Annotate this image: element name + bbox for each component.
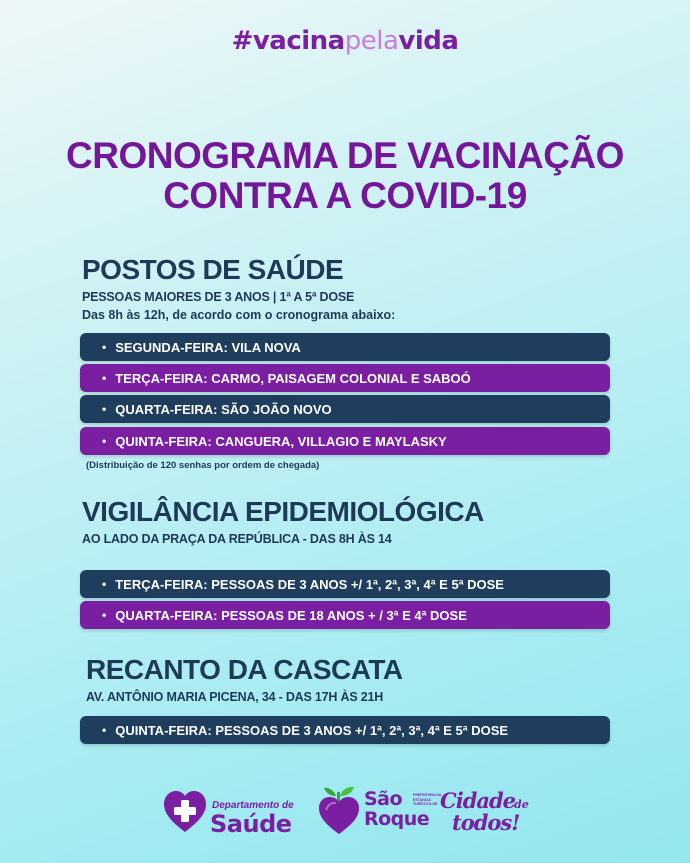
- bullet-icon: •: [102, 577, 107, 591]
- page-title: [0, 136, 690, 216]
- bullet-icon: •: [102, 371, 107, 385]
- page-title-line-2: CONTRA A COVID-19: [163, 175, 527, 216]
- city-name-line-2: Roque: [364, 808, 430, 830]
- bullet-icon: •: [102, 402, 107, 416]
- saude-logo: [162, 790, 307, 838]
- bullet-icon: •: [102, 434, 107, 448]
- slogan-de: de: [514, 798, 529, 811]
- vigilancia-item-label: TERÇA-FEIRA: PESSOAS DE 3 ANOS +/ 1ª, 2ª, 3ª, 4ª E 5ª DOSE: [115, 576, 504, 592]
- postos-item: [80, 395, 610, 423]
- postos-heading: POSTOS DE SAÚDE: [82, 254, 344, 285]
- hashtag-part-pela: pela: [344, 26, 399, 56]
- hashtag-part-vacina: #vacina: [231, 26, 345, 56]
- recanto-heading: RECANTO DA CASCATA: [86, 654, 403, 685]
- vigilancia-subtitle: AO LADO DA PRAÇA DA REPÚBLICA - DAS 8H ÀS 14: [82, 532, 392, 546]
- prefeitura-label: PREFEITURA DA ESTÂNCIA TURÍSTICA DE: [413, 793, 442, 806]
- dept-name: Saúde: [210, 810, 292, 838]
- postos-item: [80, 364, 610, 392]
- footer-logos: [0, 780, 690, 840]
- bullet-icon: •: [102, 340, 107, 354]
- recanto-item: [80, 716, 610, 744]
- recanto-item-label: QUINTA-FEIRA: PESSOAS DE 3 ANOS +/ 1ª, 2ª, 3ª, 4ª E 5ª DOSE: [115, 722, 509, 738]
- slogan-line-1: Cidade: [440, 788, 516, 813]
- page-title-line-1: CRONOGRAMA DE VACINAÇÃO: [66, 135, 624, 176]
- postos-item-label: TERÇA-FEIRA: CARMO, PAISAGEM COLONIAL E SABOÓ: [115, 370, 471, 386]
- bullet-icon: •: [102, 723, 107, 737]
- slogan-line-2: todos!: [452, 810, 520, 835]
- vigilancia-item: [80, 601, 610, 629]
- postos-subtitle: PESSOAS MAIORES DE 3 ANOS | 1ª A 5ª DOSE: [82, 290, 355, 304]
- postos-note: (Distribuição de 120 senhas por ordem de chegada): [86, 460, 320, 471]
- bullet-icon: •: [102, 608, 107, 622]
- heart-sprout-icon: [316, 782, 362, 836]
- postos-item: [80, 333, 610, 361]
- postos-schedule: Das 8h às 12h, de acordo com o cronograma abaixo:: [82, 308, 396, 322]
- postos-item: [80, 427, 610, 455]
- postos-item-label: SEGUNDA-FEIRA: VILA NOVA: [115, 339, 301, 355]
- sao-roque-logo: [316, 782, 442, 838]
- postos-item-label: QUARTA-FEIRA: SÃO JOÃO NOVO: [115, 401, 332, 417]
- hashtag: [0, 26, 690, 56]
- postos-item-label: QUINTA-FEIRA: CANGUERA, VILLAGIO E MAYLASKY: [115, 433, 447, 449]
- cidade-de-todos-logo: [440, 784, 540, 836]
- vigilancia-item-label: QUARTA-FEIRA: PESSOAS DE 18 ANOS + / 3ª E 4ª DOSE: [115, 607, 467, 623]
- dept-label: Departamento de: [212, 800, 294, 811]
- heart-cross-icon: [162, 790, 208, 834]
- vigilancia-item: [80, 570, 610, 598]
- hashtag-part-vida: vida: [398, 26, 459, 56]
- vigilancia-heading: VIGILÂNCIA EPIDEMIOLÓGICA: [82, 496, 484, 527]
- city-name-line-1: São: [364, 788, 403, 810]
- recanto-subtitle: AV. ANTÔNIO MARIA PICENA, 34 - DAS 17H ÀS 21H: [86, 690, 384, 704]
